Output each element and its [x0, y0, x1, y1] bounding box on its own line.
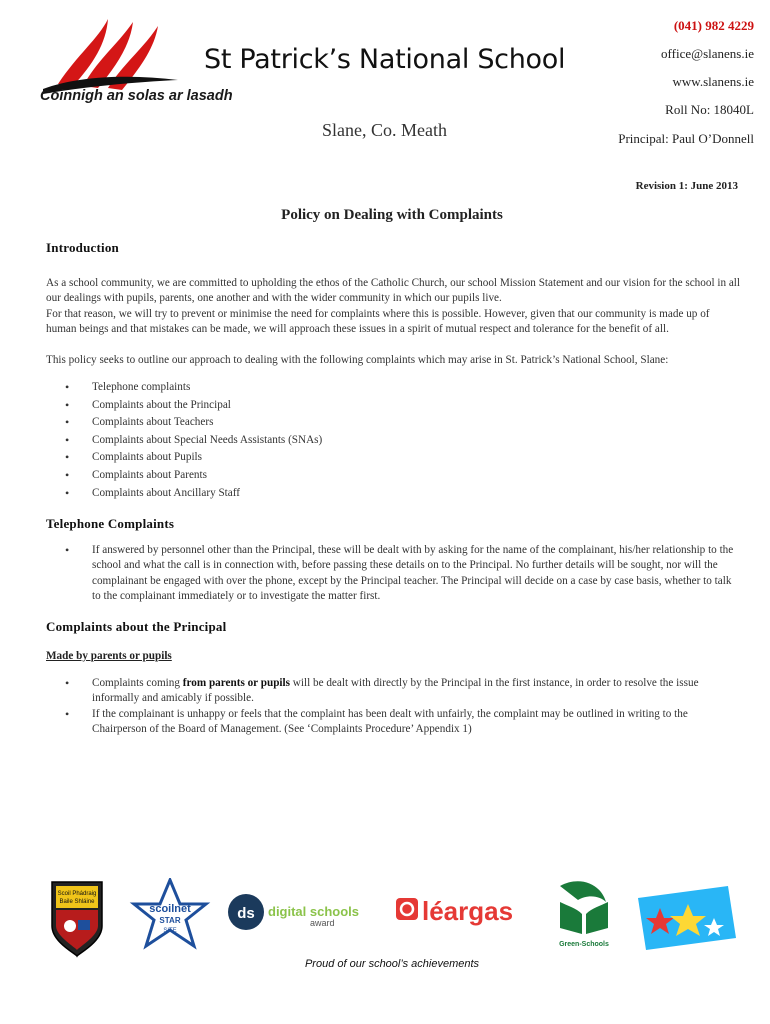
website-url: www.slanens.ie: [672, 74, 754, 89]
stars-logo: [638, 886, 736, 950]
crest-text-1: Scoil Phádraig: [57, 891, 97, 897]
introduction-heading: Introduction: [46, 240, 119, 255]
email-address: office@slanens.ie: [661, 46, 754, 61]
list-item: [46, 676, 741, 707]
list-item: • If the complainant is unhappy or feels that the complaint has been dealt with unfairly, the complaint may be outlined in writing to the Chairperson of the Board of Management. (See ‘Complaints Procedure’ Appendix 1): [46, 707, 741, 738]
list-item: • Complaints about Pupils: [46, 449, 741, 467]
list-item-emphasis: from parents or pupils: [182, 676, 290, 689]
phone-number: (041) 982 4229: [673, 18, 754, 33]
school-motto: Coinnigh an solas ar lasadh: [40, 88, 233, 104]
green-schools-text: Green-Schools: [559, 941, 609, 948]
principal-heading: Complaints about the Principal: [46, 618, 227, 634]
telephone-list: [46, 543, 741, 605]
principal-name: Principal: Paul O’Donnell: [618, 131, 754, 146]
school-crest-logo: [52, 882, 102, 956]
intro-paragraph-3: This policy seeks to outline our approach to dealing with the following complaints which may arise in St. Patrick’s National School, Slane:: [46, 353, 669, 366]
scoilnet-star-text: STAR: [159, 916, 181, 925]
leargas-text: léargas: [422, 896, 514, 926]
telephone-heading: Telephone Complaints: [46, 516, 175, 532]
footer-tagline: Proud of our school’s achievements: [304, 958, 480, 970]
scoilnet-star-logo: [134, 880, 206, 946]
intro-paragraph-1: As a school community, we are committed to upholding the ethos of the Catholic Church, our school Mission Statement and our vision for the school in all our dealings with pupils, parents, one another and with the wider community in which our pupils live.: [46, 276, 741, 304]
list-item: • Complaints about Parents: [46, 467, 741, 485]
list-item: • Complaints about Ancillary Staff: [46, 485, 741, 503]
school-location: Slane, Co. Meath: [322, 120, 447, 140]
list-item: • Complaints about the Principal: [46, 397, 741, 415]
leargas-logo: [396, 896, 513, 926]
ds-award: award: [310, 918, 335, 928]
scoilnet-text: scoilnet: [149, 903, 191, 915]
list-item: • Complaints about Teachers: [46, 414, 741, 432]
page-title: Policy on Dealing with Complaints: [281, 207, 503, 223]
list-item: • Telephone complaints: [46, 379, 741, 397]
list-item-text: will be dealt with directly by the Principal in the first instance, in order to resolve the issue informally and amicably if possible.: [92, 676, 699, 705]
principal-list: [46, 676, 741, 738]
digital-schools-logo: [228, 894, 359, 930]
policy-body: [46, 240, 741, 738]
list-item-text: Complaints coming: [92, 676, 183, 689]
complaint-types-list: [46, 379, 741, 502]
list-item: • If answered by personnel other than the Principal, these will be dealt with by asking for the name of the complainant, his/her relationship to the school and what the call is in connection with, before passing these details on to the Principal. No further details will be sought, nor will the complainant be engaged with over the phone, except by the Principal teacher. The Principal will decide on a case by case basis, whether to talk to the complainant immediately or to investigate the matter first.: [46, 543, 741, 605]
crest-text-2: Baile Shláine: [59, 899, 95, 905]
scoilnet-site-text: SITE: [163, 928, 177, 934]
revision-note: Revision 1: June 2013: [635, 180, 738, 192]
ds-abbr: ds: [237, 905, 255, 922]
intro-paragraph-2: For that reason, we will try to prevent or minimise the need for complaints where this is possible. However, given that our community is made up of human beings and that mistakes can be made, we will approach these issues in a spirit of mutual respect and tolerance for the benefit of all.: [46, 307, 710, 335]
award-logos: [48, 878, 738, 958]
ds-name: digital schools: [268, 904, 360, 919]
school-name: St Patrick’s National School: [204, 44, 566, 75]
green-schools-logo: [559, 881, 609, 948]
principal-subheading: Made by parents or pupils: [46, 650, 172, 663]
list-item: • Complaints about Special Needs Assistants (SNAs): [46, 432, 741, 450]
roll-number: Roll No: 18040L: [665, 102, 754, 117]
